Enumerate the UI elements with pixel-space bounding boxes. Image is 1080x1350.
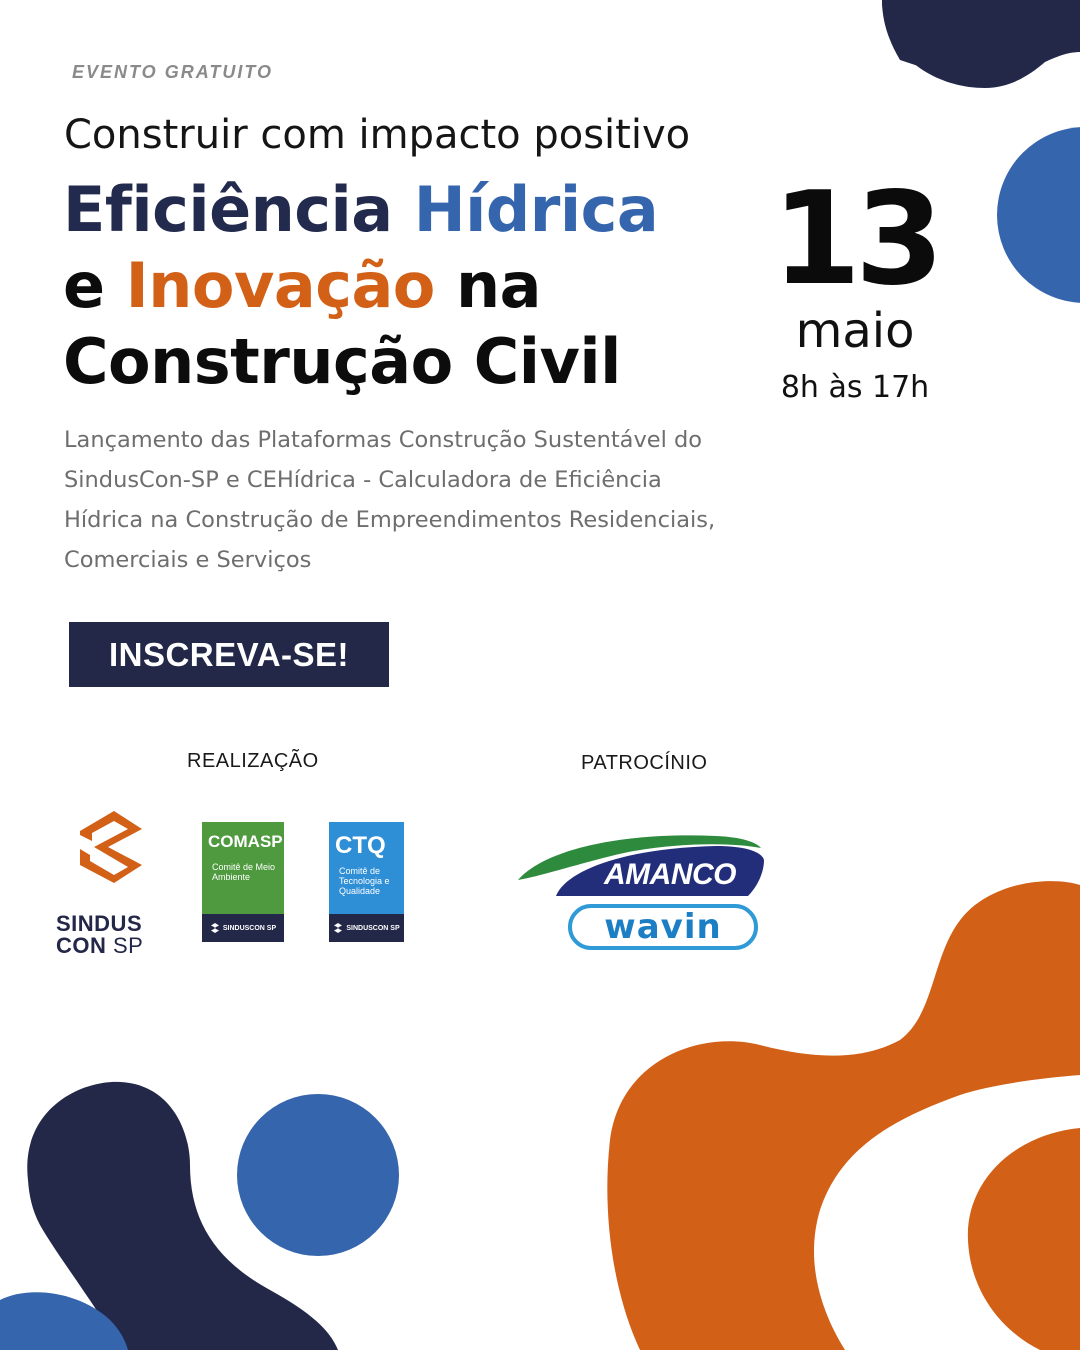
register-button[interactable]: INSCREVA-SE! [69,622,389,687]
section-label-realizacao: REALIZAÇÃO [187,750,319,772]
comasp-top [202,822,284,914]
blue-circle-bottom [237,1094,399,1256]
orange-blob-bottom-corner [968,1128,1080,1350]
event-time: 8h às 17h [780,370,930,405]
comasp-footer [202,914,284,942]
event-description: Lançamento das Plataformas Construção Sustentável do SindusCon-SP e CEHídrica - Calculadora de Eficiência Hídrica na Construção de Empreendimentos Residenciais, Comerciais e Serviços [64,427,716,573]
comasp-code: COMASP [208,832,283,851]
title-word-inovacao: Inovação [125,249,435,322]
amanco-wordmark: AMANCO [604,858,736,891]
sinduscon-mini-icon [210,923,220,933]
event-title [63,172,763,400]
title-word-eficiencia: Eficiência [63,173,393,246]
sinduscon-mini-icon [333,923,343,933]
section-label-patrocinio: PATROCÍNIO [581,752,708,774]
event-day: 13 [771,165,939,314]
ctq-footer-text: SINDUSCON SP [346,924,400,932]
amanco-wavin-logo [516,830,766,960]
sinduscon-line2 [56,935,143,957]
title-word-e: e [63,249,105,322]
title-word-construcao-civil: Construção Civil [63,325,621,398]
event-eyebrow: EVENTO GRATUITO [72,62,274,82]
ctq-name: Comitê de Tecnologia e Qualidade [339,866,390,896]
wavin-badge [568,904,758,950]
ctq-code: CTQ [335,832,386,859]
blue-circle-top-right [997,127,1080,303]
ctq-footer [329,914,404,942]
event-month: maio [795,303,915,359]
title-word-na: na [456,249,541,322]
comasp-name: Comitê de Meio Ambiente [212,862,276,882]
comasp-logo [202,822,284,942]
event-subtitle: Construir com impacto positivo [64,112,691,158]
sinduscon-line1: SINDUS [56,911,143,936]
ctq-top [329,822,404,914]
sinduscon-con: CON [56,933,107,958]
navy-blob-top-round [882,0,1080,88]
wavin-wordmark: wavin [604,907,722,947]
event-date [770,165,940,408]
title-word-hidrica: Hídrica [413,173,659,246]
sinduscon-mark-icon [66,805,156,905]
sinduscon-logo [56,805,156,965]
comasp-footer-text: SINDUSCON SP [222,924,277,932]
sinduscon-wordmark [56,913,143,957]
sinduscon-sp: SP [106,933,144,958]
ctq-logo [329,822,404,942]
